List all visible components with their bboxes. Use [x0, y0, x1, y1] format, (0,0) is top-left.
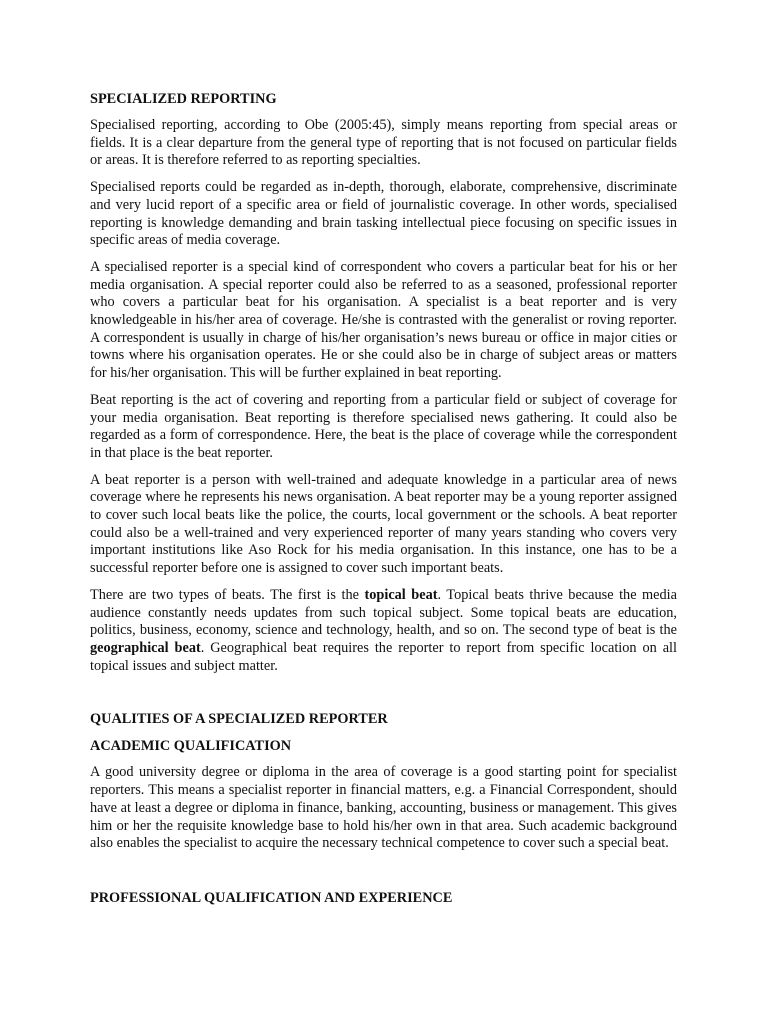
beats-text-3: . Geographical beat requires the reporter to report from specific location on all topical issues and subject matter.	[90, 639, 677, 674]
topical-beat-term: topical beat	[364, 586, 438, 603]
beats-text-2: . Topical beats thrive because the media audience constantly needs updates from such topical subject. Some topical beats are education, politics, business, economy, science and technology, health, and so on. The second type of beat is the	[90, 586, 677, 639]
paragraph-academic-qualification: A good university degree or diploma in the area of coverage is a good starting point for specialist reporters. This means a specialist reporter in financial matters, e.g. a Financial Correspondent, should have at least a degree or diploma in finance, banking, accounting, business or management. This gives him or her the requisite knowledge base to hold his/her own in that area. Such academic background also enables the specialist to acquire the necessary technical competence to cover such a special beat.	[90, 764, 677, 852]
paragraph-definition: Specialised reporting, according to Obe (2005:45), simply means reporting from special areas or fields. It is a clear departure from the general type of reporting that is not focused on particular fields or areas. It is therefore referred to as reporting specialties.	[90, 117, 677, 169]
document-title: SPECIALIZED REPORTING	[90, 91, 277, 107]
document-page	[90, 90, 677, 916]
paragraph-specialised-reports: Specialised reports could be regarded as in-depth, thorough, elaborate, comprehensive, discriminate and very lucid report of a specific area or field of journalistic coverage. In other words, specialised reporting is knowledge demanding and brain tasking intellectual piece focusing on specific issues in specific areas of media coverage.	[90, 179, 677, 249]
section-title-qualities: QUALITIES OF A SPECIALIZED REPORTER	[90, 711, 388, 728]
geographical-beat-term: geographical beat	[90, 639, 201, 656]
paragraph-types-of-beats	[90, 587, 677, 676]
beats-text-1: There are two types of beats. The first is the	[90, 586, 365, 603]
paragraph-beat-reporting: Beat reporting is the act of covering and reporting from a particular field or subject of coverage for your media organisation. Beat reporting is therefore specialised news gathering. It could also be regarded as a form of correspondence. Here, the beat is the place of coverage while the correspondent in that place is the beat reporter.	[90, 391, 677, 461]
subsection-title-professional: PROFESSIONAL QUALIFICATION AND EXPERIENCE	[90, 889, 453, 906]
subsection-title-academic: ACADEMIC QUALIFICATION	[90, 738, 292, 755]
paragraph-specialised-reporter: A specialised reporter is a special kind of correspondent who covers a particular beat for his or her media organisation. A special reporter could also be referred to as a seasoned, professional reporter who covers a particular beat for his organisation. A specialist is a beat reporter and is very knowledgeable in his/her area of coverage. He/she is contrasted with the generalist or roving reporter. A correspondent is usually in charge of his/her organisation’s news bureau or office in major cities or towns where his organisation operates. He or she could also be in charge of subject areas or matters for his/her organisation. This will be further explained in beat reporting.	[90, 258, 677, 382]
paragraph-beat-reporter: A beat reporter is a person with well-trained and adequate knowledge in a particular area of news coverage where he represents his news organisation. A beat reporter may be a young reporter assigned to cover such local beats like the police, the courts, local government or the schools. A beat reporter could also be a well-trained and very experienced reporter of many years standing who covers very important institutions like Aso Rock for his media organisation. In this instance, one has to be a successful reporter before one is assigned to cover such important beats.	[90, 471, 677, 577]
